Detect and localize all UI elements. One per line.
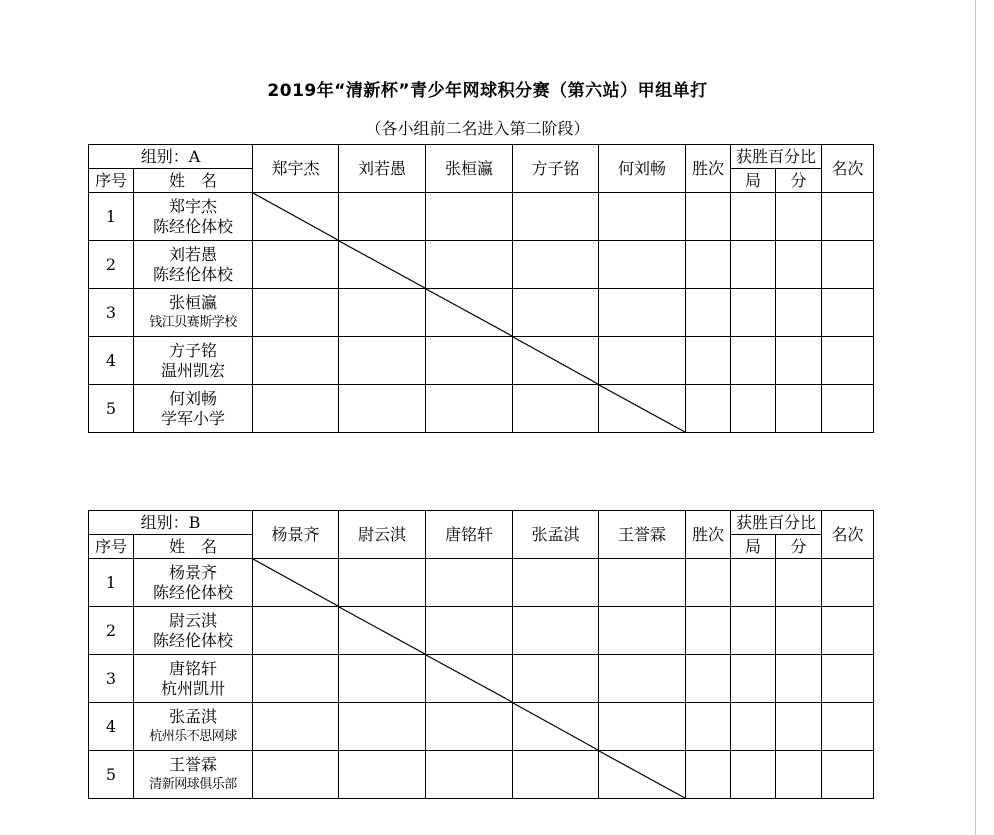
player-name: 杨景齐 bbox=[168, 562, 217, 582]
points-header: 分 bbox=[776, 169, 822, 193]
player-row bbox=[89, 703, 874, 751]
points-cell bbox=[776, 655, 822, 703]
self-match-cell bbox=[339, 607, 426, 655]
page-edge bbox=[975, 0, 976, 835]
score-cell bbox=[426, 385, 513, 433]
rank-cell bbox=[822, 655, 874, 703]
games-cell bbox=[731, 703, 776, 751]
player-club: 杭州乐不思网球 bbox=[149, 728, 237, 744]
games-cell bbox=[731, 751, 776, 799]
self-match-cell bbox=[599, 751, 686, 799]
score-cell bbox=[513, 193, 599, 241]
opponent-header: 王誉霖 bbox=[599, 511, 686, 559]
score-cell bbox=[426, 751, 513, 799]
score-cell bbox=[253, 655, 339, 703]
score-cell bbox=[426, 337, 513, 385]
games-cell bbox=[731, 655, 776, 703]
self-match-cell bbox=[426, 289, 513, 337]
seq-cell: 3 bbox=[89, 655, 134, 703]
opponent-header: 刘若愚 bbox=[339, 145, 426, 193]
page-title: 2019年“清新杯”青少年网球积分赛（第六站）甲组单打 bbox=[267, 81, 708, 101]
score-cell bbox=[426, 559, 513, 607]
win-percentage-header: 获胜百分比 bbox=[731, 145, 822, 169]
points-cell bbox=[776, 241, 822, 289]
player-club: 钱江贝赛斯学校 bbox=[149, 314, 237, 330]
score-cell bbox=[599, 193, 686, 241]
rank-cell bbox=[822, 241, 874, 289]
points-cell bbox=[776, 193, 822, 241]
opponent-header: 尉云淇 bbox=[339, 511, 426, 559]
score-cell bbox=[513, 607, 599, 655]
self-match-cell bbox=[599, 385, 686, 433]
score-cell bbox=[253, 289, 339, 337]
player-club: 陈经伦体校 bbox=[152, 630, 233, 650]
score-cell bbox=[513, 289, 599, 337]
seq-cell: 1 bbox=[89, 559, 134, 607]
opponent-header: 唐铭轩 bbox=[426, 511, 513, 559]
rank-cell bbox=[822, 193, 874, 241]
wins-cell bbox=[686, 337, 731, 385]
points-cell bbox=[776, 289, 822, 337]
games-cell bbox=[731, 337, 776, 385]
seq-cell: 3 bbox=[89, 289, 134, 337]
rank-cell bbox=[822, 751, 874, 799]
rank-cell bbox=[822, 337, 874, 385]
group-a-table bbox=[88, 144, 874, 433]
seq-cell: 5 bbox=[89, 385, 134, 433]
self-match-cell bbox=[426, 655, 513, 703]
score-cell bbox=[599, 289, 686, 337]
games-cell bbox=[731, 607, 776, 655]
player-name: 张桓瀛 bbox=[168, 292, 217, 312]
rank-cell bbox=[822, 385, 874, 433]
score-cell bbox=[253, 241, 339, 289]
player-club: 温州凯宏 bbox=[160, 360, 225, 380]
player-name: 郑宇杰 bbox=[168, 196, 217, 216]
player-cell bbox=[134, 385, 253, 433]
score-cell bbox=[599, 559, 686, 607]
opponent-header: 张桓瀛 bbox=[426, 145, 513, 193]
score-cell bbox=[339, 385, 426, 433]
score-cell bbox=[339, 559, 426, 607]
wins-cell bbox=[686, 289, 731, 337]
points-header: 分 bbox=[776, 535, 822, 559]
self-match-cell bbox=[339, 241, 426, 289]
player-club: 杭州凯卅 bbox=[160, 678, 225, 698]
player-cell bbox=[134, 751, 253, 799]
player-row bbox=[89, 607, 874, 655]
opponent-header: 杨景齐 bbox=[253, 511, 339, 559]
page-subtitle: （各小组前二名进入第二阶段） bbox=[365, 119, 590, 138]
player-name: 尉云淇 bbox=[168, 610, 217, 630]
score-cell bbox=[426, 703, 513, 751]
rank-header: 名次 bbox=[822, 511, 874, 559]
player-club: 清新网球俱乐部 bbox=[149, 776, 237, 792]
opponent-header: 何刘畅 bbox=[599, 145, 686, 193]
player-name: 王誉霖 bbox=[168, 754, 217, 774]
wins-cell bbox=[686, 385, 731, 433]
wins-cell bbox=[686, 559, 731, 607]
player-club: 陈经伦体校 bbox=[152, 216, 233, 236]
win-percentage-header: 获胜百分比 bbox=[731, 511, 822, 535]
player-row bbox=[89, 337, 874, 385]
seq-cell: 4 bbox=[89, 337, 134, 385]
points-cell bbox=[776, 385, 822, 433]
score-cell bbox=[599, 655, 686, 703]
score-cell bbox=[339, 337, 426, 385]
wins-header: 胜次 bbox=[686, 145, 731, 193]
score-cell bbox=[253, 385, 339, 433]
seq-header: 序号 bbox=[89, 169, 134, 193]
points-cell bbox=[776, 607, 822, 655]
player-row bbox=[89, 241, 874, 289]
player-name: 刘若愚 bbox=[168, 244, 217, 264]
player-name: 方子铭 bbox=[168, 340, 217, 360]
player-row bbox=[89, 193, 874, 241]
score-cell bbox=[339, 655, 426, 703]
score-cell bbox=[253, 751, 339, 799]
points-cell bbox=[776, 703, 822, 751]
score-cell bbox=[599, 337, 686, 385]
name-header: 姓 名 bbox=[134, 169, 253, 193]
opponent-header: 郑宇杰 bbox=[253, 145, 339, 193]
self-match-cell bbox=[513, 337, 599, 385]
score-cell bbox=[426, 193, 513, 241]
games-cell bbox=[731, 559, 776, 607]
player-club: 陈经伦体校 bbox=[152, 264, 233, 284]
player-cell bbox=[134, 703, 253, 751]
points-cell bbox=[776, 751, 822, 799]
player-row bbox=[89, 751, 874, 799]
score-cell bbox=[513, 241, 599, 289]
seq-cell: 1 bbox=[89, 193, 134, 241]
self-match-cell bbox=[513, 703, 599, 751]
name-header: 姓 名 bbox=[134, 535, 253, 559]
rank-cell bbox=[822, 559, 874, 607]
rank-cell bbox=[822, 607, 874, 655]
score-cell bbox=[513, 751, 599, 799]
rank-cell bbox=[822, 703, 874, 751]
rank-cell bbox=[822, 289, 874, 337]
wins-cell bbox=[686, 703, 731, 751]
group-b-table bbox=[88, 510, 874, 799]
score-cell bbox=[253, 703, 339, 751]
player-cell bbox=[134, 655, 253, 703]
wins-cell bbox=[686, 241, 731, 289]
score-cell bbox=[513, 385, 599, 433]
score-cell bbox=[253, 607, 339, 655]
score-cell bbox=[599, 703, 686, 751]
seq-cell: 5 bbox=[89, 751, 134, 799]
score-cell bbox=[339, 751, 426, 799]
wins-header: 胜次 bbox=[686, 511, 731, 559]
score-cell bbox=[339, 703, 426, 751]
player-row bbox=[89, 289, 874, 337]
score-cell bbox=[426, 241, 513, 289]
wins-cell bbox=[686, 751, 731, 799]
score-cell bbox=[513, 559, 599, 607]
player-row bbox=[89, 559, 874, 607]
player-cell bbox=[134, 289, 253, 337]
points-cell bbox=[776, 559, 822, 607]
wins-cell bbox=[686, 607, 731, 655]
seq-header: 序号 bbox=[89, 535, 134, 559]
opponent-header: 方子铭 bbox=[513, 145, 599, 193]
player-cell bbox=[134, 193, 253, 241]
score-cell bbox=[339, 289, 426, 337]
seq-cell: 4 bbox=[89, 703, 134, 751]
player-club: 学军小学 bbox=[160, 408, 225, 428]
player-row bbox=[89, 655, 874, 703]
games-header: 局 bbox=[731, 169, 776, 193]
score-cell bbox=[426, 607, 513, 655]
group-label: 组别：B bbox=[89, 511, 253, 535]
games-header: 局 bbox=[731, 535, 776, 559]
player-club: 陈经伦体校 bbox=[152, 582, 233, 602]
score-cell bbox=[339, 193, 426, 241]
opponent-header: 张孟淇 bbox=[513, 511, 599, 559]
rank-header: 名次 bbox=[822, 145, 874, 193]
player-cell bbox=[134, 559, 253, 607]
score-cell bbox=[513, 655, 599, 703]
player-cell bbox=[134, 337, 253, 385]
player-name: 何刘畅 bbox=[168, 388, 217, 408]
seq-cell: 2 bbox=[89, 241, 134, 289]
wins-cell bbox=[686, 655, 731, 703]
score-cell bbox=[599, 241, 686, 289]
player-row bbox=[89, 385, 874, 433]
score-cell bbox=[599, 607, 686, 655]
games-cell bbox=[731, 193, 776, 241]
seq-cell: 2 bbox=[89, 607, 134, 655]
self-match-cell bbox=[253, 559, 339, 607]
player-name: 唐铭轩 bbox=[168, 658, 217, 678]
player-cell bbox=[134, 607, 253, 655]
self-match-cell bbox=[253, 193, 339, 241]
points-cell bbox=[776, 337, 822, 385]
games-cell bbox=[731, 241, 776, 289]
games-cell bbox=[731, 289, 776, 337]
games-cell bbox=[731, 385, 776, 433]
wins-cell bbox=[686, 193, 731, 241]
score-cell bbox=[253, 337, 339, 385]
player-name: 张孟淇 bbox=[168, 706, 217, 726]
player-cell bbox=[134, 241, 253, 289]
group-label: 组别：A bbox=[89, 145, 253, 169]
